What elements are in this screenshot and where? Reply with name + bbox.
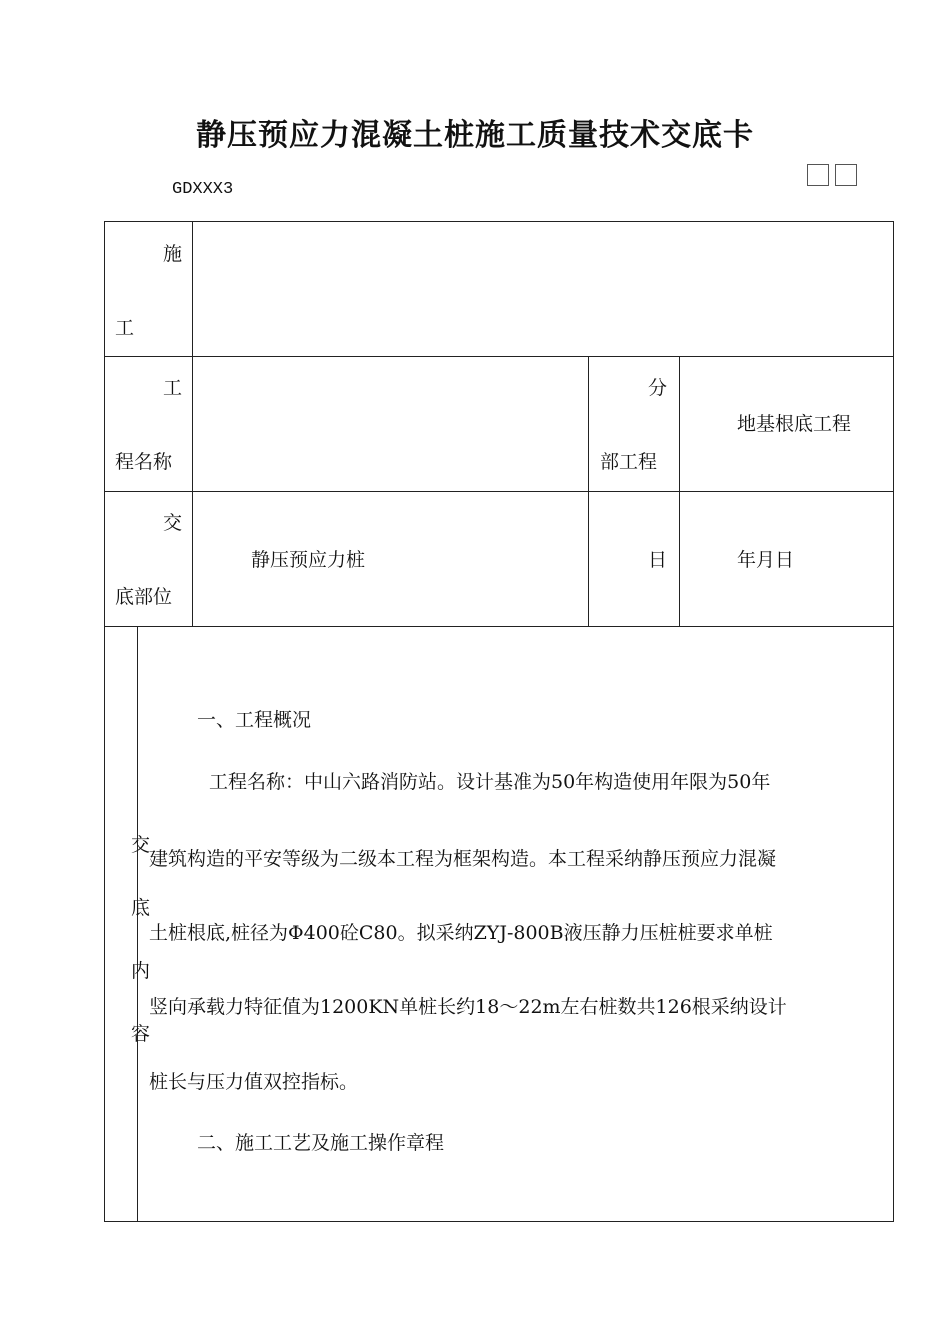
construction-label-cont: 工 (115, 317, 135, 339)
disclosure-location-label: 交 (163, 512, 183, 534)
sub-project-label: 分 (648, 377, 668, 399)
column-divider (588, 356, 589, 626)
row-divider (105, 491, 893, 492)
content-side-label: 容 (131, 1023, 151, 1045)
sub-project-label-cont: 部工程 (600, 451, 658, 473)
checkbox-square (835, 164, 857, 186)
content-line: 工程名称：中山六路消防站。设计基准为50年构造使用年限为50年 (209, 771, 771, 793)
column-divider (137, 626, 138, 1222)
content-line: 土桩根底,桩径为Φ400砼C80。拟采纳ZYJ-800B液压静力压桩桩要求单桩 (149, 922, 773, 944)
section-heading: 二、施工工艺及施工操作章程 (197, 1132, 445, 1154)
row-divider (105, 356, 893, 357)
section-heading: 一、工程概况 (197, 709, 312, 731)
disclosure-table (104, 221, 894, 1222)
content-side-label: 内 (131, 960, 151, 982)
project-name-label-cont: 程名称 (115, 451, 173, 473)
disclosure-location-label-cont: 底部位 (115, 586, 173, 608)
date-value: 年月日 (737, 549, 795, 571)
row-divider (105, 626, 893, 627)
project-name-label: 工 (163, 377, 183, 399)
column-divider (679, 356, 680, 626)
date-label: 日 (648, 549, 668, 571)
content-side-label: 底 (131, 897, 151, 919)
document-title: 静压预应力混凝土桩施工质量技术交底卡 (196, 118, 754, 153)
content-side-label: 交 (131, 834, 151, 856)
document-code: GDXXX3 (172, 180, 234, 199)
sub-project-value: 地基根底工程 (737, 413, 852, 435)
construction-label: 施 (163, 243, 183, 265)
content-line: 桩长与压力值双控指标。 (149, 1071, 359, 1093)
checkbox-square (807, 164, 829, 186)
content-line: 建筑构造的平安等级为二级本工程为框架构造。本工程采纳静压预应力混凝 (149, 848, 777, 870)
column-divider (192, 222, 193, 626)
disclosure-location-value: 静压预应力桩 (251, 549, 366, 571)
content-line: 竖向承载力特征值为1200KN单桩长约18～22m左右桩数共126根采纳设计 (149, 996, 787, 1018)
